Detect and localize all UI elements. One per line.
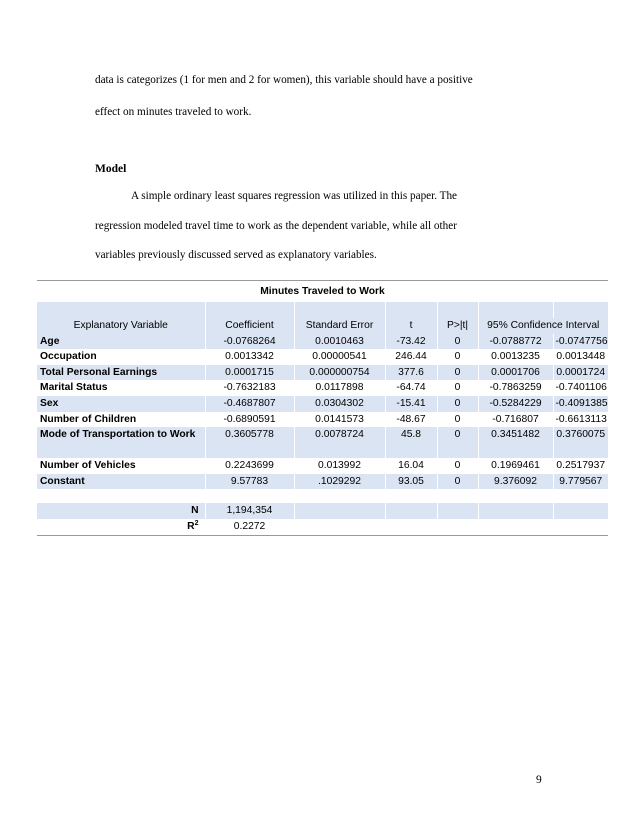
- table-row: Sex -0.4687807 0.0304302 -15.41 0 -0.5284229 -0.4091385: [37, 396, 608, 412]
- header-t: t: [385, 318, 437, 334]
- stat-row-n: [37, 503, 608, 519]
- n-value: 1,194,354: [205, 503, 294, 519]
- table-row: Marital Status -0.7632183 0.0117898 -64.74 0 -0.7863259 -0.7401106: [37, 380, 608, 396]
- regression-table: [37, 280, 608, 536]
- stat-row-r2: [37, 519, 608, 535]
- table-row: Number of Children -0.6890591 0.0141573 -48.67 0 -0.716807 -0.6613113: [37, 412, 608, 428]
- r2-label: $R^2$: [37, 519, 205, 535]
- model-heading: Model: [95, 163, 127, 175]
- table-header-row: [37, 318, 608, 334]
- header-explanatory-variable: Explanatory Variable: [37, 318, 205, 334]
- table-row: Mode of Transportation to Work 0.3605778 0.0078724 45.8 0 0.3451482 0.3760075: [37, 427, 608, 458]
- table-row: Number of Vehicles 0.2243699 0.013992 16.04 0 0.1969461 0.2517937: [37, 458, 608, 474]
- table-caption: Minutes Traveled to Work: [37, 281, 608, 303]
- page-number: 9: [536, 774, 542, 786]
- paragraph2-line2: regression modeled travel time to work as the dependent variable, while all other: [95, 220, 457, 232]
- header-confidence-interval: 95% Confidence Interval: [478, 318, 608, 334]
- table-row: Age -0.0768264 0.0010463 -73.42 0 -0.0788772 -0.0747756: [37, 334, 608, 350]
- paragraph2-line3: variables previously discussed served as explanatory variables.: [95, 249, 377, 261]
- table-row: Total Personal Earnings 0.0001715 0.000000754 377.6 0 0.0001706 0.0001724: [37, 365, 608, 381]
- header-p-value: P>|t|: [437, 318, 478, 334]
- header-standard-error: Standard Error: [294, 318, 385, 334]
- paragraph2-line1: A simple ordinary least squares regression was utilized in this paper. The: [131, 190, 458, 202]
- paragraph1-line2: effect on minutes traveled to work.: [95, 106, 252, 118]
- paragraph1-line1: data is categorizes (1 for men and 2 for women), this variable should have a positive: [95, 74, 473, 86]
- header-coefficient: Coefficient: [205, 318, 294, 334]
- table-row: Constant 9.57783 .1029292 93.05 0 9.376092 9.779567: [37, 474, 608, 490]
- n-label: N: [37, 503, 205, 519]
- table-gap: [37, 489, 608, 503]
- table-row: Occupation 0.0013342 0.00000541 246.44 0 0.0013235 0.0013448: [37, 349, 608, 365]
- r2-value: 0.2272: [205, 519, 294, 535]
- table-header-band: [37, 302, 608, 318]
